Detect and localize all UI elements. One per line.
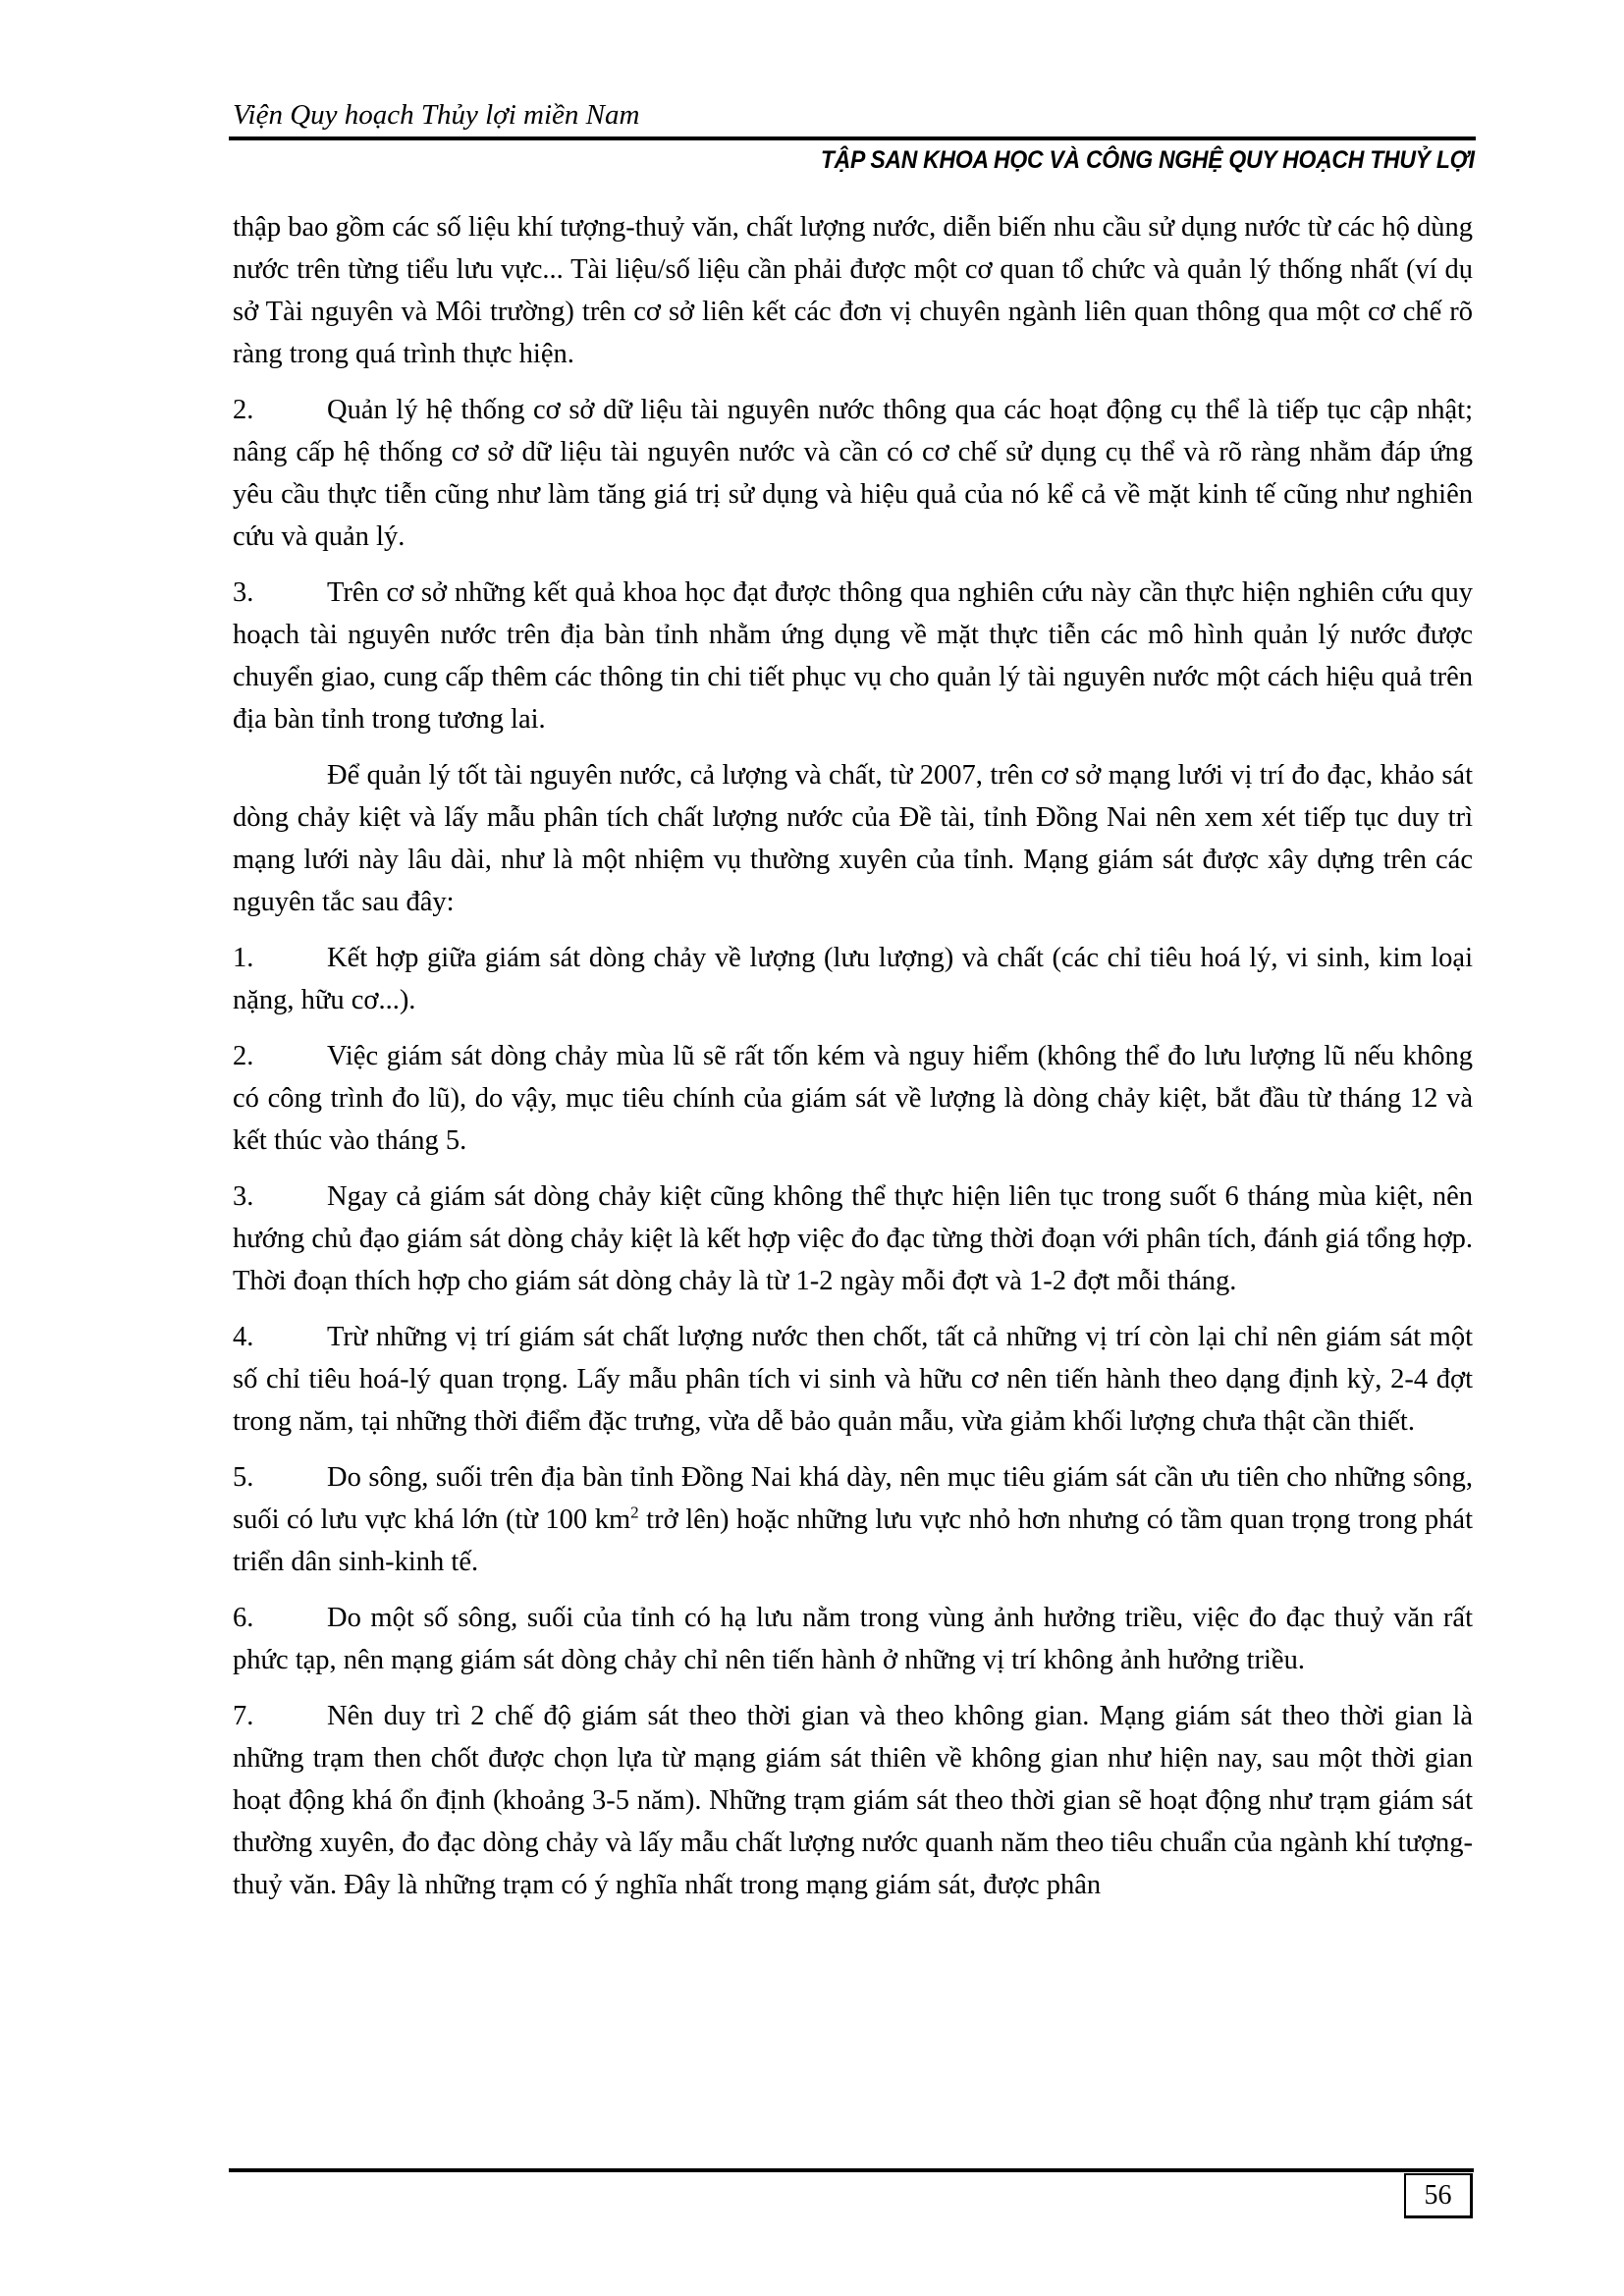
list-item [233, 1695, 1473, 1906]
list-item [233, 389, 1473, 558]
list-item-text-after-superscript: trở lên) hoặc những lưu vực nhỏ hơn nhưng có tầm quan trọng trong phát triển dân sinh-kinh tế. [233, 1504, 1473, 1577]
list-item-text: Trừ những vị trí giám sát chất lượng nước then chốt, tất cả những vị trí còn lại chỉ nên giám sát một số chỉ tiêu hoá-lý quan trọng. Lấy mẫu phân tích vi sinh và hữu cơ nên tiến hành theo dạng định kỳ, 2-4 đợt trong năm, tại những thời điểm đặc trưng, vừa dễ bảo quản mẫu, vừa giảm khối lượng chưa thật cần thiết. [233, 1322, 1473, 1437]
list-item-number: 6. [233, 1603, 254, 1633]
list-item-text: Trên cơ sở những kết quả khoa học đạt được thông qua nghiên cứu này cần thực hiện nghiên cứu quy hoạch tài nguyên nước trên địa bàn tỉnh nhằm ứng dụng về mặt thực tiễn các mô hình quản lý nước được chuyển giao, cung cấp thêm các thông tin chi tiết phục vụ cho quản lý tài nguyên nước một cách hiệu quả trên địa bàn tỉnh trong tương lai. [233, 577, 1473, 735]
continued-paragraph: thập bao gồm các số liệu khí tượng-thuỷ văn, chất lượng nước, diễn biến nhu cầu sử dụng nước từ các hộ dùng nước trên từng tiểu lưu vực... Tài liệu/số liệu cần phải được một cơ quan tổ chức và quản lý thống nhất (ví dụ sở Tài nguyên và Môi trường) trên cơ sở liên kết các đơn vị chuyên ngành liên quan thông qua một cơ chế rõ ràng trong quá trình thực hiện. [233, 212, 1473, 369]
list-item-number: 5. [233, 1462, 254, 1493]
list-item [233, 1035, 1473, 1162]
list-item-number: 2. [233, 1041, 254, 1071]
header-institute-name: Viện Quy hoạch Thủy lợi miền Nam [233, 99, 640, 131]
list-item-text: Kết hợp giữa giám sát dòng chảy về lượng (lưu lượng) và chất (các chỉ tiêu hoá lý, vi sinh, kim loại nặng, hữu cơ...). [233, 943, 1473, 1015]
intro-paragraph: Để quản lý tốt tài nguyên nước, cả lượng và chất, từ 2007, trên cơ sở mạng lưới vị trí đo đạc, khảo sát dòng chảy kiệt và lấy mẫu phân tích chất lượng nước của Đề tài, tỉnh Đồng Nai nên xem xét tiếp tục duy trì mạng lưới này lâu dài, như là một nhiệm vụ thường xuyên của tỉnh. Mạng giám sát được xây dựng trên các nguyên tắc sau đây: [233, 760, 1473, 917]
footer-divider [229, 2168, 1474, 2172]
list-item-number: 3. [233, 1181, 254, 1212]
list-item [233, 1175, 1473, 1302]
list-item-text: Nên duy trì 2 chế độ giám sát theo thời gian và theo không gian. Mạng giám sát theo thời gian là những trạm then chốt được chọn lựa từ mạng giám sát thiên về không gian như hiện nay, sau một thời gian hoạt động khá ổn định (khoảng 3-5 năm). Những trạm giám sát theo thời gian sẽ hoạt động như trạm giám sát thường xuyên, đo đạc dòng chảy và lấy mẫu chất lượng nước quanh năm theo tiêu chuẩn của ngành khí tượng-thuỷ văn. Đây là những trạm có ý nghĩa nhất trong mạng giám sát, được phân [233, 1701, 1473, 1900]
list-item-number: 1. [233, 943, 254, 973]
list-item-number: 7. [233, 1701, 254, 1731]
list-item-number: 3. [233, 577, 254, 608]
list-item-number: 4. [233, 1322, 254, 1352]
header-divider [229, 137, 1476, 140]
list-item [233, 1316, 1473, 1443]
list-item-text: Việc giám sát dòng chảy mùa lũ sẽ rất tốn kém và nguy hiểm (không thể đo lưu lượng lũ nếu không có công trình đo lũ), do vậy, mục tiêu chính của giám sát về lượng là dòng chảy kiệt, bắt đầu từ tháng 12 và kết thúc vào tháng 5. [233, 1041, 1473, 1156]
header-journal-title: TẬP SAN KHOA HỌC VÀ CÔNG NGHỆ QUY HOẠCH THUỶ LỢI [821, 146, 1475, 174]
superscript: 2 [630, 1503, 639, 1522]
list-item-text: Ngay cả giám sát dòng chảy kiệt cũng không thể thực hiện liên tục trong suốt 6 tháng mùa kiệt, nên hướng chủ đạo giám sát dòng chảy kiệt là kết hợp việc đo đạc từng thời đoạn với phân tích, đánh giá tổng hợp. Thời đoạn thích hợp cho giám sát dòng chảy là từ 1-2 ngày mỗi đợt và 1-2 đợt mỗi tháng. [233, 1181, 1473, 1296]
list-item [233, 572, 1473, 740]
list-item [233, 1597, 1473, 1681]
list-item-text: Quản lý hệ thống cơ sở dữ liệu tài nguyên nước thông qua các hoạt động cụ thể là tiếp tục cập nhật; nâng cấp hệ thống cơ sở dữ liệu tài nguyên nước và cần có cơ chế sử dụng cụ thể và rõ ràng nhằm đáp ứng yêu cầu thực tiễn cũng như làm tăng giá trị sử dụng và hiệu quả của nó kể cả về mặt kinh tế cũng như nghiên cứu và quản lý. [233, 395, 1473, 552]
body-text [233, 206, 1473, 1920]
list-item [233, 937, 1473, 1021]
list-item-text-before-superscript: Do sông, suối trên địa bàn tỉnh Đồng Nai khá dày, nên mục tiêu giám sát cần ưu tiên cho những sông, suối có lưu vực khá lớn (từ 100 km [233, 1462, 1473, 1535]
page-number: 56 [1404, 2173, 1473, 2218]
list-item-number: 2. [233, 395, 254, 425]
list-item [233, 1456, 1473, 1583]
list-item-text: Do một số sông, suối của tỉnh có hạ lưu nằm trong vùng ảnh hưởng triều, việc đo đạc thuỷ văn rất phức tạp, nên mạng giám sát dòng chảy chỉ nên tiến hành ở những vị trí không ảnh hưởng triều. [233, 1603, 1473, 1675]
